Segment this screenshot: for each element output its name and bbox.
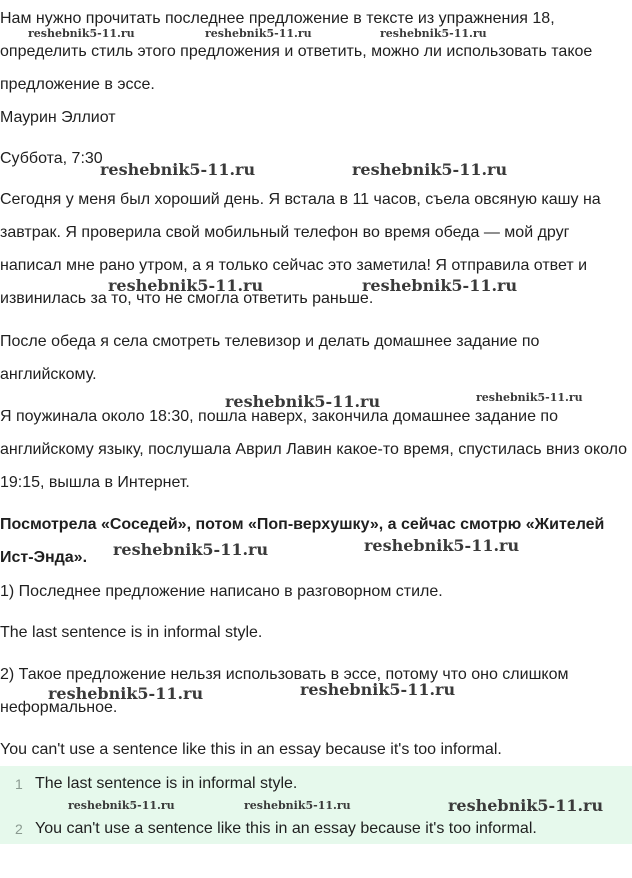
watermark: reshebnik5-11.ru [108,276,264,295]
watermark: reshebnik5-11.ru [448,796,604,815]
answer-number: 2 [15,821,23,837]
diary-paragraph-1: Сегодня у меня был хороший день. Я встала в 11 часов, съела овсяную кашу на завтрак. Я проверила свой мобильный телефон во время обеда — мой друг написал мне рано утром, а я только сейчас это заметила! Я отправила ответ и извинилась за то, что не смогла ответить раньше. [0,191,601,307]
diary-date: Суббота, 7:30 [0,150,103,167]
watermark: reshebnik5-11.ru [352,160,508,179]
watermark: reshebnik5-11.ru [476,391,583,404]
last-sentence: Посмотрела «Соседей», потом «Поп-верхушку», а сейчас смотрю «Жителей Ист-Энда». [0,516,605,566]
watermark: reshebnik5-11.ru [225,392,381,411]
answer-text: You can't use a sentence like this in an essay because it's too informal. [35,820,537,837]
watermark: reshebnik5-11.ru [244,799,351,812]
answer-text: The last sentence is in informal style. [35,775,298,792]
watermark: reshebnik5-11.ru [362,276,518,295]
answer-box [0,766,632,844]
task-paragraph: Нам нужно прочитать последнее предложение в тексте из упражнения 18, определить стиль этого предложения и ответить, можно ли использовать такое предложение в эссе. [0,10,593,93]
diary-paragraph-3: Я поужинала около 18:30, пошла наверх, закончила домашнее задание по английскому языку, послушала Аврил Лавин какое-то время, спустилась вниз около 19:15, вышла в Интернет. [0,408,628,491]
answer-1-ru: 1) Последнее предложение написано в разговорном стиле. [0,583,443,600]
watermark: reshebnik5-11.ru [48,684,204,703]
watermark: reshebnik5-11.ru [68,799,175,812]
watermark: reshebnik5-11.ru [205,27,312,40]
watermark: reshebnik5-11.ru [113,540,269,559]
watermark: reshebnik5-11.ru [380,27,487,40]
watermark: reshebnik5-11.ru [364,536,520,555]
answer-1-en: The last sentence is in informal style. [0,624,263,641]
watermark: reshebnik5-11.ru [100,160,256,179]
diary-paragraph-2: После обеда я села смотреть телевизор и делать домашнее задание по английскому. [0,333,540,383]
answer-2-en: You can't use a sentence like this in an essay because it's too informal. [0,741,502,758]
answer-number: 1 [15,776,23,792]
watermark: reshebnik5-11.ru [300,680,456,699]
author-name: Маурин Эллиот [0,109,116,126]
answer-2-ru: 2) Такое предложение нельзя использовать в эссе, потому что оно слишком неформальное. [0,666,569,716]
watermark: reshebnik5-11.ru [28,27,135,40]
